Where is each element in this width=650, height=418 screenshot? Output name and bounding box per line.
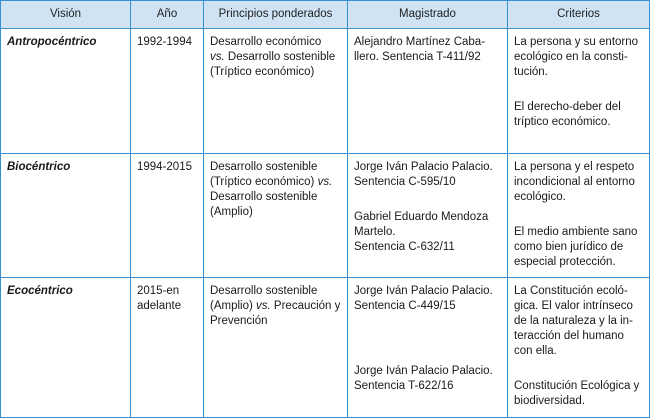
magistrado-line: Jorge Iván Palacio Palacio. <box>354 285 493 297</box>
principio-vs: vs. <box>317 176 333 188</box>
principio-a: Desarrollo económico <box>210 36 322 48</box>
table-row <box>1 278 650 418</box>
sentencia-line: Sentencia T-622/16 <box>354 380 454 392</box>
cell-vision <box>1 154 131 278</box>
principio-a: Desarrollo sostenible (Tríptico económico) <box>210 161 318 188</box>
principio-vs: vs. <box>210 51 225 63</box>
magistrado-line: Alejandro Martínez Caba- <box>354 36 486 48</box>
vision-label: Biocéntrico <box>7 161 71 173</box>
cell-criterios <box>508 29 650 154</box>
criterio: El derecho-deber del tríptico económico. <box>514 101 621 128</box>
cell-anio: 1992-1994 <box>131 29 204 154</box>
cell-criterios <box>508 154 650 278</box>
cell-magistrado <box>348 154 508 278</box>
criterio: Constitución Ecológica y biodiversidad. <box>514 380 640 407</box>
sentencia-line: Sentencia C-449/15 <box>354 300 456 312</box>
header-vision: Visión <box>1 1 131 29</box>
cell-criterios <box>508 278 650 418</box>
magistrado-line: Gabriel Eduardo Mendoza Martelo. <box>354 211 489 238</box>
vision-label: Ecocéntrico <box>7 285 73 297</box>
criterio: La persona y su entorno ecológico en la consti- tución. <box>514 36 639 78</box>
principio-c: Desarrollo sostenible (Tríptico económico) <box>210 51 336 78</box>
criterio: La Constitución ecoló- gica. El valor intrínseco de la naturaleza y la in- teracción del humano con ella. <box>514 285 633 357</box>
principio-vs: vs. <box>256 300 271 312</box>
cell-principios <box>204 154 348 278</box>
magistrado-line: Jorge Iván Palacio Palacio. <box>354 161 493 173</box>
magistrado-line: Jorge Iván Palacio Palacio. <box>354 365 493 377</box>
header-row <box>1 1 650 29</box>
principio-c: Precaución y Prevención <box>210 300 341 327</box>
table-row <box>1 29 650 154</box>
header-anio: Año <box>131 1 204 29</box>
sentencia-line: Sentencia C-595/10 <box>354 176 456 188</box>
cell-anio: 2015-en adelante <box>131 278 204 418</box>
vision-label: Antropocéntrico <box>7 36 97 48</box>
cell-vision <box>1 278 131 418</box>
principio-c: Desarrollo sostenible (Amplio) <box>210 191 318 218</box>
header-magistrado: Magistrado <box>348 1 508 29</box>
table-row <box>1 154 650 278</box>
criterio: La persona y el respeto incondicional al entorno ecológico. <box>514 161 635 203</box>
sentencia-line: Sentencia C-632/11 <box>354 241 455 253</box>
cell-vision <box>1 29 131 154</box>
cell-principios <box>204 29 348 154</box>
header-criterios: Criterios <box>508 1 650 29</box>
principio-a: Desarrollo sostenible (Amplio) <box>210 285 318 312</box>
cell-anio: 1994-2015 <box>131 154 204 278</box>
cell-magistrado <box>348 278 508 418</box>
cell-magistrado <box>348 29 508 154</box>
magistrado-entry <box>354 210 502 255</box>
criterio: El medio ambiente sano como bien jurídico de especial protección. <box>514 226 638 268</box>
header-principios: Principios ponderados <box>204 1 348 29</box>
cell-principios <box>204 278 348 418</box>
sentencia-line: llero. Sentencia T-411/92 <box>354 51 481 63</box>
magistrado-entry <box>354 364 502 394</box>
